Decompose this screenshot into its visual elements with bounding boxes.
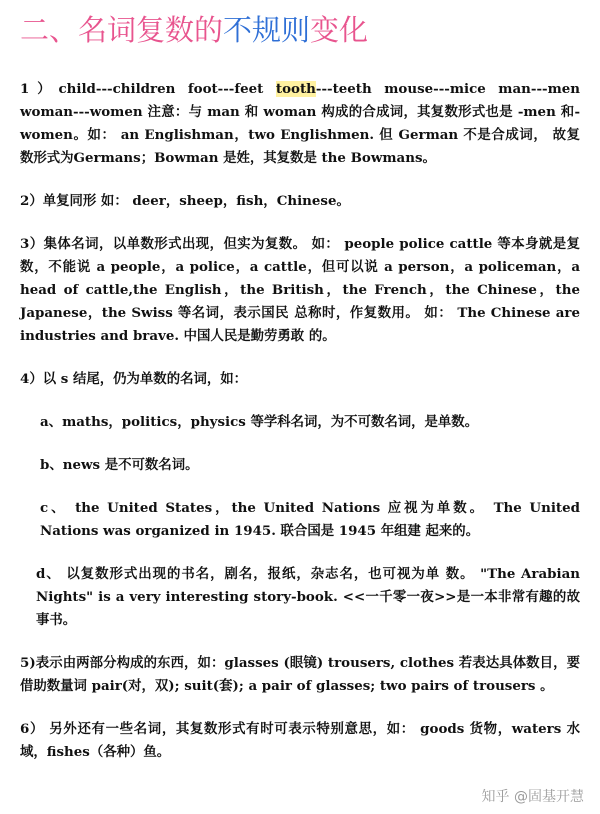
title-part-3: 变化 [310,13,369,47]
paragraph-4a: a、maths，politics，physics 等学科名词，为不可数名词，是单数。 [40,414,479,430]
paragraph-1 [20,78,580,170]
paragraph-1-before: 1）child---children foot---feet [20,81,276,97]
title-part-1: 二、名词复数的 [20,13,224,47]
title-part-2: 不规则 [223,13,311,47]
paragraph-2: 2）单复同形 如： deer，sheep，fish，Chinese。 [20,193,350,209]
paragraph-4: 4）以 s 结尾，仍为单数的名词，如： [20,371,248,387]
paragraph-4b: b、news 是不可数名词。 [40,457,199,473]
article [0,10,600,764]
watermark: 知乎 @固基开慧 [481,789,584,805]
page-title [20,10,580,50]
paragraph-5: 5)表示由两部分构成的东西，如：glasses (眼镜) trousers, clothes 若表达具体数目，要借助数量词 pair(对，双); suit(套); a pair of glasses; two pairs of trousers 。 [20,655,580,694]
paragraph-6: 6） 另外还有一些名词，其复数形式有时可表示特别意思，如： goods 货物，waters 水域，fishes（各种）鱼。 [20,721,580,760]
highlighted-word: tooth [275,81,316,97]
paragraph-3: 3）集体名词，以单数形式出现，但实为复数。 如： people police cattle 等本身就是复数，不能说 a people，a police，a cattle，但可以说 a person，a policeman，a head of cattle,the English，the British，the French，the Chinese，the Japanese，the Swiss 等名词，表示国民 总称时，作复数用。 如： The Chinese are industries and brave. 中国人民是勤劳勇敢 的。 [20,236,580,344]
paragraph-4c: c、 the United States，the United Nations 应视为单数。 The United Nations was organized in 1945. 联合国是 1945 年组建 起来的。 [40,500,580,539]
paragraph-1-after: ---teeth mouse---mice man---men woman---women 注意：与 man 和 woman 构成的合成词，其复数形式也是 -men 和-women。如： an Englishman，two Englishmen. 但 German 不是合成词， 故复数形式为Germans；Bowman 是姓，其复数是 the Bowmans。 [20,81,580,166]
paragraph-4d: d、 以复数形式出现的书名，剧名，报纸，杂志名，也可视为单 数。 "The Arabian Nights" is a very interesting story-book. <<一千零一夜>>是一本非常有趣的故事书。 [36,566,580,628]
